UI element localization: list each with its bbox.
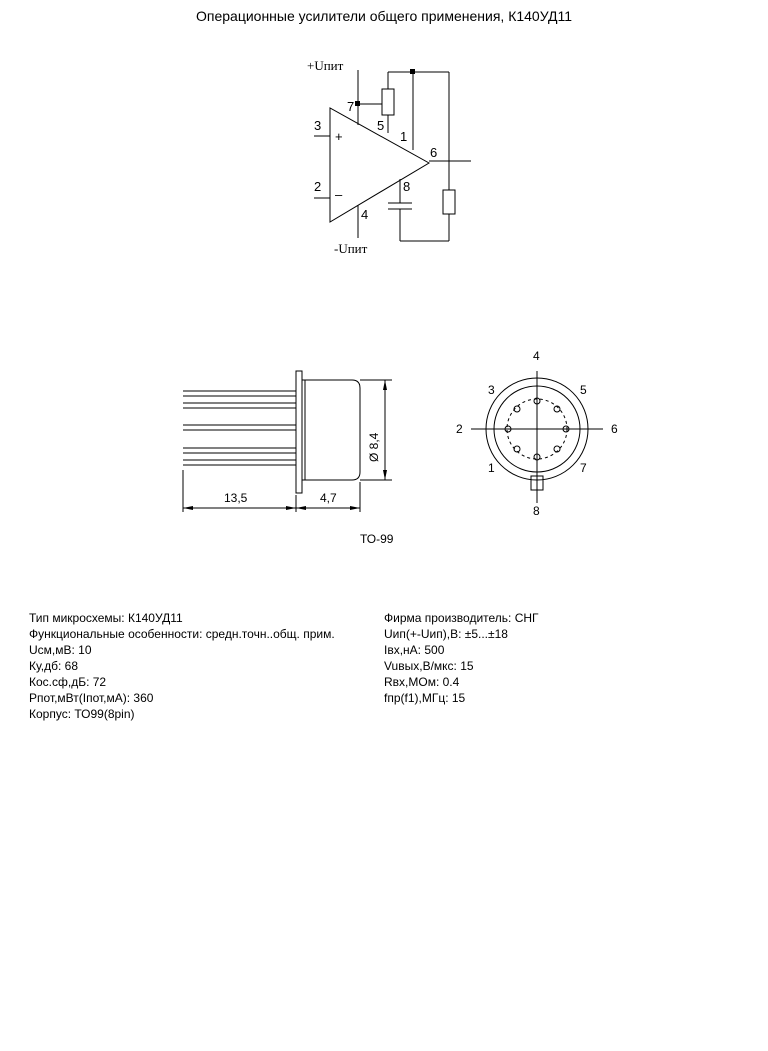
spec-item: Vuвых,В/мкс: 15 [384,659,474,673]
dim-diameter-label: Ø 8,4 [367,432,381,462]
dim-length-label: 13,5 [224,491,248,505]
pin-5-label: 5 [377,118,385,133]
top-pin-4: 4 [533,349,540,363]
top-pin-8: 8 [533,504,540,518]
package-leads [183,391,296,465]
top-pin-1: 1 [488,461,495,475]
minus-sign: – [335,187,343,202]
spec-item: Rвх,МОм: 0.4 [384,675,460,689]
dim-body-label: 4,7 [320,491,337,505]
spec-item: Корпус: ТО99(8pin) [29,707,135,721]
spec-item: Pпот,мВт(Iпот,мА): 360 [29,691,154,705]
spec-item: Uсм,мВ: 10 [29,643,92,657]
pin-1-label: 1 [400,129,408,144]
supply-neg-label: -Uпит [334,241,368,256]
pin-3-label: 3 [314,118,322,133]
spec-item: Кос.сф,дБ: 72 [29,675,107,689]
spec-item: Функциональные особенности: средн.точн..общ. прим. [29,627,335,641]
pin-4-label: 4 [361,207,369,222]
specs-left [29,610,335,722]
spec-item: Iвх,нА: 500 [384,643,445,657]
pin-8-label: 8 [403,179,411,194]
pin-7-label: 7 [347,99,355,114]
spec-item: Тип микросхемы: К140УД11 [29,611,183,625]
spec-item: Ку,дб: 68 [29,659,79,673]
pin-2-label: 2 [314,179,322,194]
supply-pos-label: +Uпит [307,58,344,73]
spec-item: fпр(f1),МГц: 15 [384,691,466,705]
package-name-label: ТО-99 [360,532,394,546]
top-pin-7: 7 [580,461,587,475]
package-body [302,380,360,480]
top-pin-6: 6 [611,422,618,436]
specs-right [384,610,539,706]
package-flange [296,371,302,493]
plus-sign: + [335,129,343,144]
top-pin-2: 2 [456,422,463,436]
spec-item: Фирма производитель: СНГ [384,611,539,625]
page-title: Операционные усилители общего применения, К140УД11 [195,8,572,24]
pin-6-label: 6 [430,145,438,160]
top-pin-3: 3 [488,383,495,397]
top-pin-5: 5 [580,383,587,397]
spec-item: Uип(+-Uип),В: ±5...±18 [384,627,508,641]
